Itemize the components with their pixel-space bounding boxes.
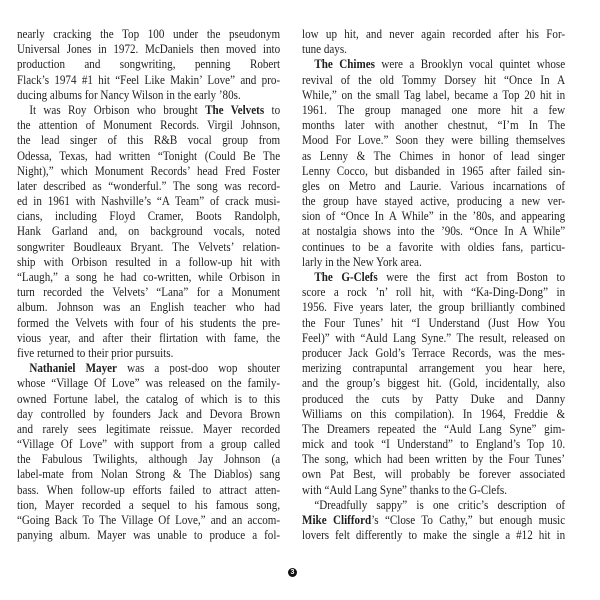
text-line bbox=[302, 57, 565, 72]
line-text: to bbox=[264, 102, 281, 117]
text-line bbox=[302, 240, 565, 255]
text-line bbox=[17, 224, 280, 239]
line-text: Odessa, Texas, had written “Tonight (Could Be The bbox=[17, 148, 281, 163]
line-text: continues to be a favorite with oldies fans, particu- bbox=[302, 239, 566, 254]
text-line bbox=[17, 331, 280, 346]
line-text: Flack’s 1974 #1 hit “Feel Like Makin’ Love” and pro- bbox=[17, 72, 281, 87]
text-line bbox=[17, 103, 280, 118]
text-line bbox=[17, 498, 280, 513]
artist-name: Nathaniel Mayer bbox=[29, 361, 117, 376]
line-text: ducing albums for Nancy Wilson in the early ’80s. bbox=[17, 87, 241, 102]
line-text: tion, Mayer recorded a sequel to his famous song, bbox=[17, 497, 281, 512]
text-line bbox=[17, 255, 280, 270]
text-line bbox=[17, 392, 280, 407]
line-text: whose “Village Of Love” was released on the family- bbox=[17, 376, 281, 391]
line-text: “Going Back To The Village Of Love,” and an accom- bbox=[17, 513, 281, 527]
line-text: label-mate from Nolan Strong & The Diablos) sang bbox=[17, 467, 281, 482]
line-text: with “Auld Lang Syne” thanks to the G-Clefs. bbox=[302, 482, 507, 497]
line-text: The song, which had been written by the Four Tunes’ bbox=[302, 452, 566, 467]
line-text: months later with another chestnut, “I’m In The bbox=[302, 118, 566, 133]
line-text: day controlled by founders Jack and Devora Brown bbox=[17, 406, 281, 421]
line-text: formed the Velvets with four of his students the pre- bbox=[17, 315, 281, 330]
text-line bbox=[17, 422, 280, 437]
text-line bbox=[302, 73, 565, 88]
text-line bbox=[302, 331, 565, 346]
line-text: as Lenny & The Chimes in honor of lead singer bbox=[302, 148, 566, 163]
text-line bbox=[302, 407, 565, 422]
line-text: the attention of Monument Records. Virgil Johnson, bbox=[17, 118, 281, 133]
line-text: ed in 1961 with Nashville’s “A Team” of crack musi- bbox=[17, 194, 281, 209]
line-text: album. Johnson was an English teacher who had bbox=[17, 300, 281, 315]
text-line bbox=[302, 88, 565, 103]
artist-name: The Chimes bbox=[314, 57, 375, 72]
text-line bbox=[17, 149, 280, 164]
line-text: and rarely sees legitimate reissue. Mayer recorded bbox=[17, 421, 281, 436]
text-line bbox=[17, 42, 280, 57]
line-text: ship with Orbison resulted in a follow-up hit with bbox=[17, 254, 281, 269]
text-line bbox=[302, 483, 565, 498]
line-text: were the first act from Boston to bbox=[377, 270, 566, 284]
text-line bbox=[17, 361, 280, 376]
line-text: produced the cuts by Patty Duke and Danny bbox=[302, 391, 566, 406]
text-line bbox=[17, 133, 280, 148]
line-text: 1961. The group managed one more hit a few bbox=[302, 102, 566, 117]
artist-name: The Velvets bbox=[205, 102, 265, 117]
line-text: Williams on this compilation). In 1964, Freddie & bbox=[302, 406, 566, 421]
text-line bbox=[302, 133, 565, 148]
page-number: 3 bbox=[288, 568, 297, 577]
line-text: vious year, and after their flirtation with fame, the bbox=[17, 330, 281, 345]
text-line bbox=[17, 528, 280, 543]
artist-name: The G-Clefs bbox=[314, 270, 378, 284]
line-text: While,” on the small Tag label, became a Top 20 hit in bbox=[302, 87, 566, 102]
text-line bbox=[17, 437, 280, 452]
text-line bbox=[302, 194, 565, 209]
text-line bbox=[302, 422, 565, 437]
text-line bbox=[17, 88, 280, 103]
line-text: five returned to their prior pursuits. bbox=[17, 345, 174, 360]
line-text: the group have stayed active, producing a new ver- bbox=[302, 194, 566, 209]
text-line bbox=[302, 513, 565, 528]
line-text: The Dreamers repeated the “Auld Lang Syne” gim- bbox=[302, 421, 566, 436]
line-text: It was Roy Orbison who brought bbox=[29, 102, 206, 117]
text-line bbox=[17, 376, 280, 391]
line-text: Lenny Cocco, but disbanded in 1965 after failed sin- bbox=[302, 163, 566, 178]
line-text: Feel)” with “Auld Lang Syne.” The result, released on bbox=[302, 330, 566, 345]
line-text: Night),” which Monument Records’ head Fred Foster bbox=[17, 163, 281, 178]
text-line bbox=[302, 392, 565, 407]
text-line bbox=[17, 483, 280, 498]
line-text: and the group’s biggest hit. (Gold, incidentally, also bbox=[302, 376, 566, 391]
line-text: tune days. bbox=[302, 42, 347, 57]
line-text: Mood For Love.” Soon they were billing themselves bbox=[302, 133, 566, 148]
text-line bbox=[17, 73, 280, 88]
line-text: at nostalgia shows into the ’90s. “Once In A While” bbox=[302, 224, 566, 239]
text-line bbox=[302, 224, 565, 239]
line-text: merizing contrapuntal arrangement you hear here, bbox=[302, 361, 566, 376]
text-line bbox=[302, 27, 565, 42]
line-text: “Laugh,” a song he had co-written, while Orbison in bbox=[17, 270, 281, 284]
text-line bbox=[302, 437, 565, 452]
line-text: bass. When follow-up efforts failed to attract atten- bbox=[17, 482, 281, 497]
text-line bbox=[17, 316, 280, 331]
text-line bbox=[17, 118, 280, 133]
line-text: lovers felt differently to make the single a #12 hit in bbox=[302, 528, 566, 543]
right-column bbox=[302, 27, 565, 543]
line-text: production and songwriting, penning Robert bbox=[17, 57, 281, 72]
text-line bbox=[302, 179, 565, 194]
line-text: turn recorded the Velvets’ “Lana” for a Monument bbox=[17, 285, 281, 300]
text-line bbox=[302, 452, 565, 467]
text-line bbox=[302, 498, 565, 513]
line-text: score a rock ’n’ roll hit, with “Ka-Ding-Dong” in bbox=[302, 285, 566, 300]
line-text: the Four Tunes’ hit “I Understand (Just How You bbox=[302, 315, 566, 330]
line-text: sion of “Once In A While” in the ’80s, and appearing bbox=[302, 209, 566, 224]
text-line bbox=[302, 209, 565, 224]
text-line bbox=[302, 285, 565, 300]
text-line bbox=[302, 42, 565, 57]
artist-name: Mike Clifford bbox=[302, 513, 372, 527]
text-line bbox=[17, 57, 280, 72]
line-text: low up hit, and never again recorded after his For- bbox=[302, 27, 566, 41]
line-text: was a post-doo wop shouter bbox=[116, 361, 281, 376]
text-line bbox=[17, 179, 280, 194]
text-line bbox=[17, 513, 280, 528]
text-line bbox=[302, 103, 565, 118]
line-text: gles on Metro and Laurie. Various incarnations of bbox=[302, 178, 566, 193]
text-line bbox=[302, 361, 565, 376]
text-line bbox=[17, 452, 280, 467]
text-line bbox=[17, 467, 280, 482]
text-line bbox=[17, 27, 280, 42]
text-line bbox=[302, 149, 565, 164]
text-line bbox=[302, 300, 565, 315]
line-text: producer Jack Gold’s Terrace Records, was the mes- bbox=[302, 345, 566, 360]
line-text: later described as “wonderful.” The song was record- bbox=[17, 178, 281, 193]
line-text: Universal Jones in 1972. McDaniels then moved into bbox=[17, 42, 281, 57]
line-text: the lead singer of this R&B vocal group from bbox=[17, 133, 281, 148]
line-text: Hank Garland and, on background vocals, noted bbox=[17, 224, 281, 239]
text-line bbox=[17, 240, 280, 255]
text-line bbox=[302, 467, 565, 482]
line-text: songwriter Boudleaux Bryant. The Velvets’ relation- bbox=[17, 239, 281, 254]
line-text: own Pat Best, will probably be forever associated bbox=[302, 467, 566, 482]
line-text: larly in the New York area. bbox=[302, 254, 422, 269]
line-text: “Dreadfully sappy” is one critic’s description of bbox=[314, 497, 566, 512]
line-text: 1956. Five years later, the group brilliantly combined bbox=[302, 300, 566, 315]
text-line bbox=[17, 194, 280, 209]
line-text: cians, including Floyd Cramer, Boots Randolph, bbox=[17, 209, 281, 224]
line-text: were a Brooklyn vocal quintet whose bbox=[374, 57, 566, 72]
text-line bbox=[302, 316, 565, 331]
text-line bbox=[17, 346, 280, 361]
text-line bbox=[302, 528, 565, 543]
line-text: the Fabulous Twilights, although Jay Johnson (a bbox=[17, 452, 281, 467]
line-text: panying album. Mayer was unable to produce a fol- bbox=[17, 528, 281, 543]
text-line bbox=[302, 118, 565, 133]
text-line bbox=[302, 164, 565, 179]
text-line bbox=[17, 164, 280, 179]
line-text: ’s “Close To Cathy,” but enough music bbox=[371, 513, 566, 527]
line-text: nearly cracking the Top 100 under the pseudonym bbox=[17, 27, 281, 41]
text-line bbox=[17, 270, 280, 285]
text-line bbox=[302, 376, 565, 391]
text-line bbox=[17, 209, 280, 224]
text-line bbox=[302, 270, 565, 285]
line-text: mick and took “I Understand” to England’s Top 10. bbox=[302, 437, 566, 452]
line-text: owned Fortune label, the catalog of which is to this bbox=[17, 391, 281, 406]
line-text: “Village Of Love” with support from a group called bbox=[17, 437, 281, 452]
text-line bbox=[17, 407, 280, 422]
text-line bbox=[302, 346, 565, 361]
line-text: revival of the old Tommy Dorsey hit “Once In A bbox=[302, 72, 566, 87]
text-line bbox=[17, 300, 280, 315]
text-line bbox=[17, 285, 280, 300]
text-line bbox=[302, 255, 565, 270]
left-column bbox=[17, 27, 280, 543]
